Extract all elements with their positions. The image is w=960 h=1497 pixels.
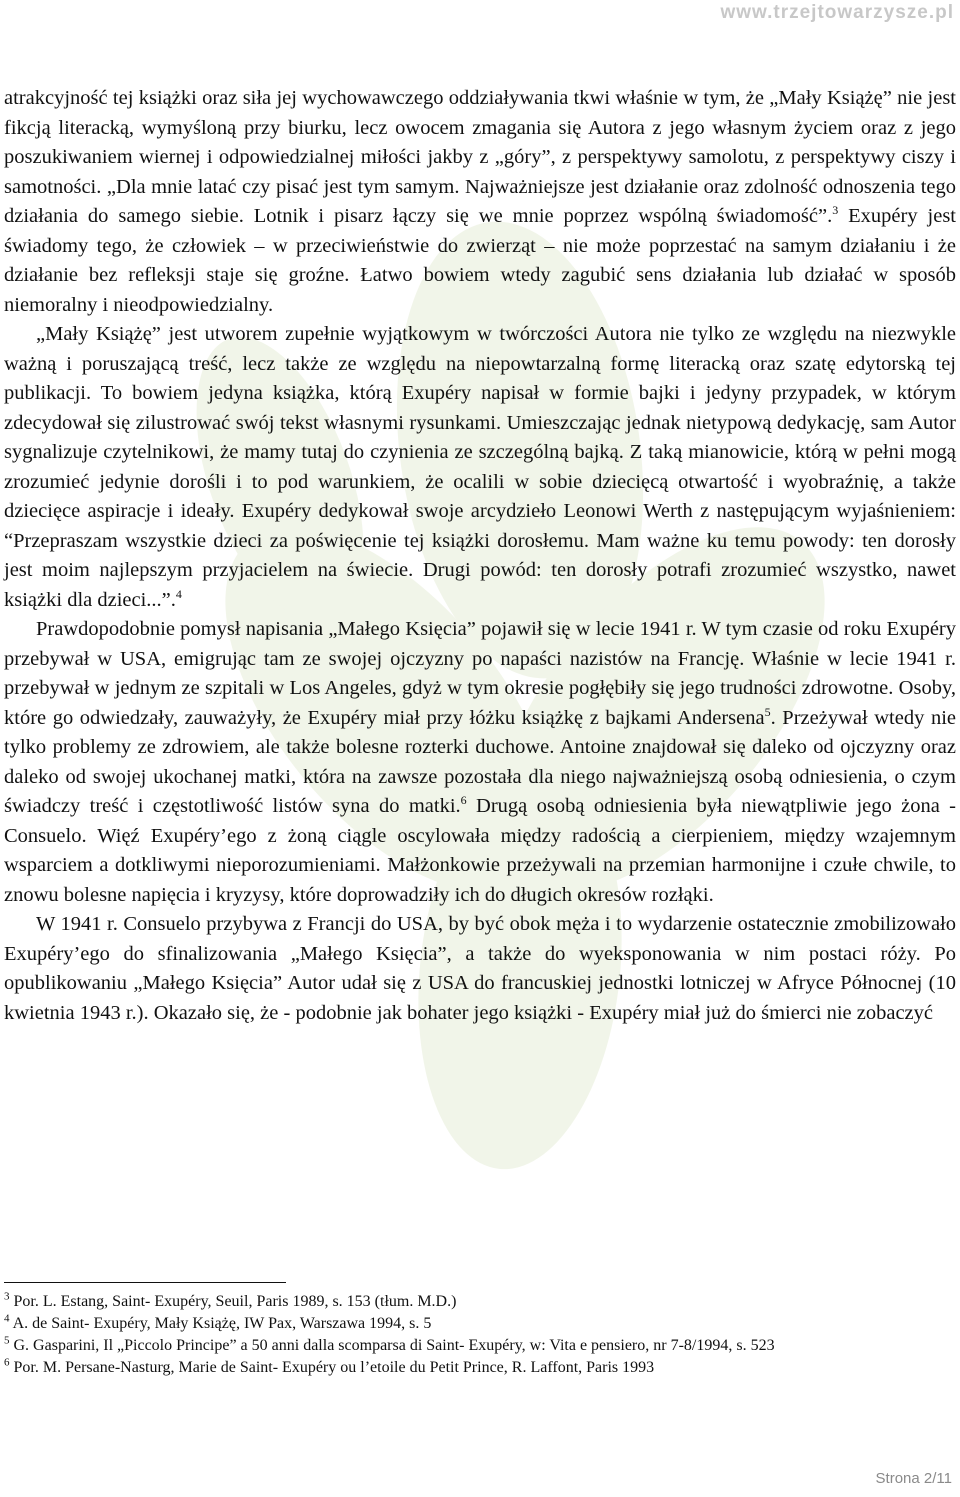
paragraph [4,615,956,910]
footnote [4,1335,956,1357]
footnote [4,1357,956,1379]
paragraph-text: W 1941 r. Consuelo przybywa z Francji do USA, by być obok męża i to wydarzenie ostatecznie zmobilizowało Exupéry’ego do sfinalizowania „Małego Księcia”, a także do wyeksponowania w nim postaci róży. Po opublikowaniu „Małego Księcia” Autor udał się z USA do francuskiej jednostki lotniczej w Afryce Północnej (10 kwietnia 1943 r.). Okazało się, że - podobnie jak bohater jego książki - Exupéry miał już do śmierci nie zobaczyć [4,913,956,1024]
paragraph [4,320,956,615]
footnote-ref: 5 [764,704,771,719]
paragraph-text: Exupéry jest świadomy tego, że człowiek – w przeciwieństwie do zwierząt – nie może poprzestać na samym działaniu i że działanie bez refleksji staje się groźne. Łatwo bowiem wtedy zagubić sens działania lub działać w sposób niemoralny i nieodpowiedzialny. [4,205,956,316]
footnote [4,1313,956,1335]
footnote-ref: 6 [460,793,467,808]
footnote-text: G. Gasparini, Il „Piccolo Principe” a 50 anni dalla scomparsa di Saint- Exupéry, w: Vita e pensiero, nr 7-8/1994, s. 523 [9,1337,775,1354]
footnote-text: Por. L. Estang, Saint- Exupéry, Seuil, Paris 1989, s. 153 (tłum. M.D.) [9,1293,457,1310]
footnote-number: 5 [4,1334,10,1347]
footnotes [4,1291,956,1379]
paragraph-text: . Przeżywał wtedy nie tylko problemy ze zdrowiem, ale także bolesne rozterki duchowe. Antoine znajdował się daleko od ojczyzny oraz daleko od swojej ukochanej matki, która na zawsze pozostała dla niego najważniejszą osobą odniesienia, o czym świadczy treść i częstotliwość listów syna do matki. [4,706,956,817]
footnote-ref: 4 [175,586,182,601]
footnote [4,1291,956,1313]
footnote-ref: 3 [832,203,839,218]
footnote-number: 3 [4,1290,10,1303]
paragraph-text: Drugą osobą odniesienia była niewątpliwie jego żona - Consuelo. Więź Exupéry’ego z żoną ciągle oscylowała między radością a cierpieniem, między wzajemnym wsparciem a dotkliwymi nieporozumieniami. Małżonkowie przeżywali na przemian harmonijne i czułe chwile, to znowu bolesne napięcia i kryzysy, które doprowadziły ich do długich okresów rozłąki. [4,795,956,906]
page-number: Strona 2/11 [875,1470,952,1487]
paragraph [4,84,956,320]
watermark-url: www.trzejtowarzysze.pl [720,2,954,23]
footnote-number: 6 [4,1356,10,1369]
paragraph [4,910,956,1028]
paragraph-text: Prawdopodobnie pomysł napisania „Małego Księcia” pojawił się w lecie 1941 r. W tym czasie od roku Exupéry przebywał w USA, emigrując tam ze swojej ojczyzny po napaści nazistów na Francję. Właśnie w lecie 1941 r. przebywał w jednym ze szpitali w Los Angeles, gdyż w tym okresie pogłębiły się jego trudności zdrowotne. Osoby, które go odwiedzały, zauważyły, że Exupéry miał przy łóżku książkę z bajkami Andersena [4,618,956,729]
footnote-text: A. de Saint- Exupéry, Mały Książę, IW Pax, Warszawa 1994, s. 5 [9,1315,432,1332]
paragraph-text: atrakcyjność tej książki oraz siła jej wychowawczego oddziaływania tkwi właśnie w tym, że „Mały Książę” nie jest fikcją literacką, wymyśloną przy biurku, lecz owocem zmagania się Autora z jego własnym życiem oraz z jego poszukiwaniem wiernej i odpowiedzialnej miłości jakby z „góry”, z perspektywy samolotu, z perspektywy ciszy i samotności. „Dla mnie latać czy pisać jest tym samym. Najważniejsze jest działanie oraz zdolność odnoszenia tego działania do samego siebie. Lotnik i pisarz łączy się we mnie poprzez wspólną świadomość”. [4,87,956,227]
footnote-text: Por. M. Persane-Nasturg, Marie de Saint- Exupéry ou l’etoile du Petit Prince, R. Laffont, Paris 1993 [9,1359,655,1376]
document-body [4,84,956,1028]
footnote-number: 4 [4,1312,10,1325]
paragraph-text: „Mały Książę” jest utworem zupełnie wyjątkowym w twórczości Autora nie tylko ze względu na niezwykle ważną i poruszającą treść, lecz także ze względu na niepowtarzalną formę literacką oraz szatę edytorską tej publikacji. To bowiem jedyna książka, którą Exupéry napisał w formie bajki i jedyny przypadek, w którym zdecydował się zilustrować swój tekst własnymi rysunkami. Umieszczając jednak nietypową dedykację, sam Autor sygnalizuje czytelnikowi, że mamy tutaj do czynienia ze szczególną bajką. Z taką mianowicie, którą w pełni mogą zrozumieć jedynie dorośli i to pod warunkiem, że ocalili w sobie dziecięcą otwartość i wyobraźnię, a także dziecięce aspiracje i ideały. Exupéry dedykował swoje arcydzieło Leonowi Werth z następującym wyjaśnieniem: “Przepraszam wszystkie dzieci za poświęcenie tej książki dorosłemu. Mam ważne ku temu powody: ten dorosły jest moim najlepszym przyjacielem na świecie. Drugi powód: ten dorosły potrafi zrozumieć wszystko, nawet książki dla dzieci...”. [4,323,956,611]
footnote-separator [4,1282,286,1283]
